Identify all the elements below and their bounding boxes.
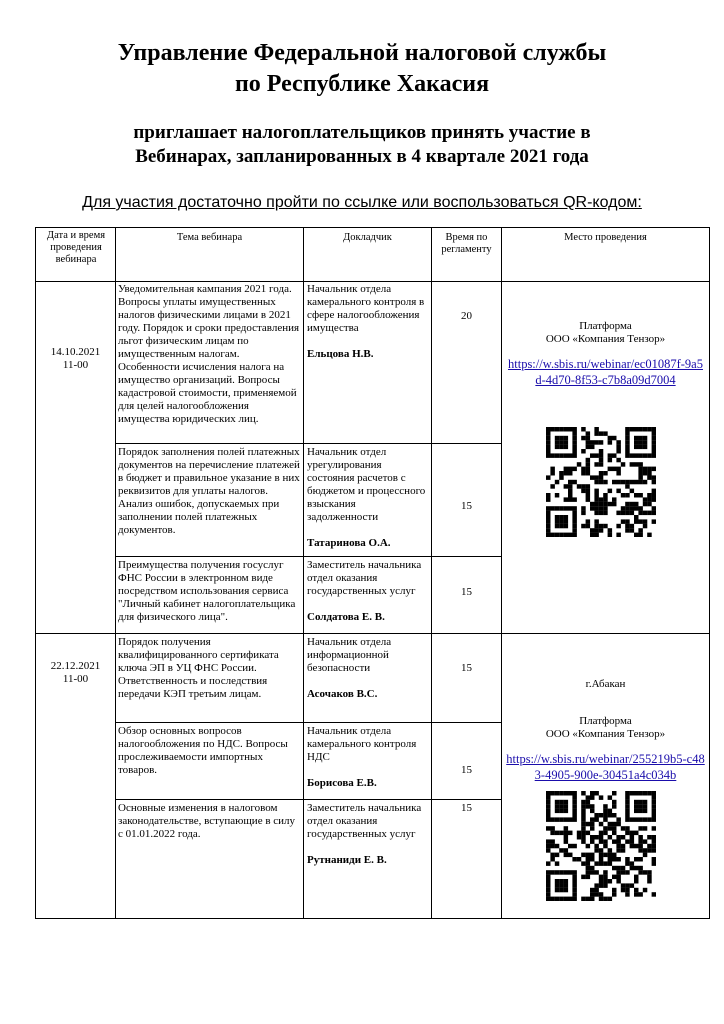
- header-speaker: Докладчик: [343, 232, 392, 243]
- table-row-speaker: [307, 559, 429, 624]
- row-minutes: 20: [461, 310, 472, 322]
- webinar-link[interactable]: https://w.sbis.ru/webinar/ec01087f-9a5d-4d70-8f53-c7b8a09d7004: [508, 357, 703, 387]
- speaker-position: Начальник отдел урегулирования состояния расчетов с бюджетом и процессного взыскания задолженности: [307, 446, 426, 523]
- speaker-name: Солдатова Е. В.: [307, 611, 385, 623]
- group2-time: 11-00: [62, 673, 89, 685]
- header-topic: Тема вебинара: [176, 232, 243, 243]
- group2-datetime: [36, 660, 115, 686]
- row-minutes: 15: [461, 802, 472, 814]
- place-platform: Платформа: [579, 320, 632, 332]
- speaker-position: Заместитель начальника отдел оказания государственных услуг: [307, 559, 422, 597]
- speaker-position: Начальник отдела камерального контроля НДС: [307, 725, 417, 763]
- speaker-position: Начальник отдела информационной безопасности: [307, 636, 392, 674]
- group2-place: [502, 678, 709, 783]
- place-city: г.Абакан: [585, 678, 626, 690]
- table-row-speaker: [307, 802, 429, 867]
- instruction-text: Для участия достаточно пройти по ссылке или воспользоваться QR-кодом:: [82, 194, 642, 211]
- row-minutes: 15: [461, 586, 472, 598]
- place-platform: Платформа: [579, 715, 632, 727]
- row-minutes: 15: [461, 764, 472, 776]
- table-row-topic: Основные изменения в налоговом законодательстве, вступающие в силу с 01.01.2022 года.: [118, 802, 296, 840]
- speaker-name: Ельцова Н.В.: [307, 348, 374, 360]
- document-subtitle: [0, 121, 724, 169]
- speaker-name: Рутнаниди Е. В.: [307, 854, 387, 866]
- row-minutes: 15: [461, 662, 472, 674]
- table-row-speaker: [307, 725, 429, 790]
- qr-code-icon[interactable]: [546, 427, 656, 537]
- place-company: ООО «Компания Тензор»: [545, 728, 666, 740]
- speaker-name: Борисова Е.В.: [307, 777, 377, 789]
- header-time: Время по регламенту: [441, 232, 492, 255]
- group1-datetime: [36, 346, 115, 372]
- place-company: ООО «Компания Тензор»: [545, 333, 666, 345]
- table-row-speaker: [307, 446, 429, 550]
- title-line-1: Управление Федеральной налоговой службы: [117, 40, 607, 66]
- webinar-link[interactable]: https://w.sbis.ru/webinar/255219b5-c483-4905-900e-30451a4c034b: [506, 752, 705, 782]
- speaker-position: Начальник отдела камерального контроля в сфере налогообложения имущества: [307, 283, 425, 334]
- header-date: Дата и время проведения вебинара: [46, 230, 106, 265]
- row-minutes: 15: [461, 500, 472, 512]
- subtitle-line-1: приглашает налогоплательщиков принять участие в: [133, 122, 591, 143]
- qr-code-icon[interactable]: [546, 791, 656, 901]
- table-row-speaker: [307, 283, 429, 361]
- table-row-topic: Порядок заполнения полей платежных документов на перечисление платежей в бюджет и правильное указание в них реквизитов для уплаты налогов. Анализ ошибок, допускаемых при заполнении полей платежных документов.: [118, 446, 300, 536]
- table-row-speaker: [307, 636, 429, 701]
- table-row-topic: Порядок получения квалифицированного сертификата ключа ЭП в УЦ ФНС России. Ответственность и последствия передачи КЭП третьим лицам.: [118, 636, 279, 700]
- title-line-2: по Республике Хакасия: [234, 71, 490, 97]
- webinar-table: [35, 227, 710, 919]
- document-title: [0, 38, 724, 100]
- table-row-topic: Обзор основных вопросов налогообложения по НДС. Вопросы прослеживаемости импортных товаров.: [118, 725, 288, 776]
- speaker-position: Заместитель начальника отдел оказания государственных услуг: [307, 802, 422, 840]
- group1-place: [502, 320, 709, 388]
- table-row-topic: Преимущества получения госуслуг ФНС России в электронном виде посредством использования сервиса "Личный кабинет налогоплательщика для физического лица".: [118, 559, 296, 623]
- group1-time: 11-00: [62, 359, 89, 371]
- group1-date: 14.10.2021: [50, 346, 101, 358]
- subtitle-line-2: Вебинарах, запланированных в 4 квартале 2021 года: [135, 146, 589, 167]
- header-place: Место проведения: [564, 232, 647, 243]
- group2-date: 22.12.2021: [50, 660, 101, 672]
- speaker-name: Татаринова О.А.: [307, 537, 391, 549]
- speaker-name: Асочаков В.С.: [307, 688, 378, 700]
- table-row-topic: Уведомительная кампания 2021 года. Вопросы уплаты имущественных налогов физическими лицами в 2021 году. Порядок и сроки предоставления льгот физическим лицам по имущественным налогам. Особенности исчисления налога на имущество организаций. Вопросы кадастровой стоимости, применяемой для целей налогообложения имущества юридических лиц.: [118, 283, 300, 425]
